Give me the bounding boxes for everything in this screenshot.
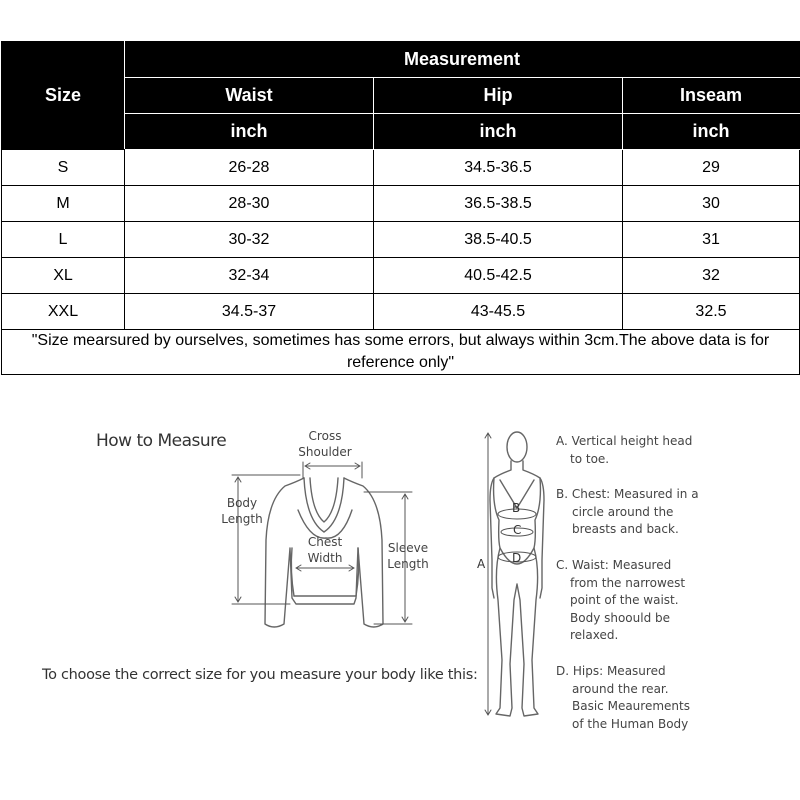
- hip-cell: 40.5-42.5: [374, 258, 623, 294]
- inseam-cell: 29: [623, 150, 800, 186]
- sleeve-length-label: [384, 540, 432, 572]
- description-c: [556, 557, 685, 645]
- body-length-label: [218, 495, 266, 527]
- description-b: [556, 486, 699, 539]
- disclaimer-note: "Size mearsured by ourselves, sometimes has some errors, but always within 3cm.The above data is for reference only": [2, 330, 800, 375]
- description-c-line: from the narrowest: [570, 575, 686, 590]
- waist-cell: 30-32: [125, 222, 374, 258]
- hip-unit: inch: [374, 114, 623, 150]
- waist-unit: inch: [125, 114, 374, 150]
- marker-a: A: [477, 557, 486, 571]
- inseam-cell: 32: [623, 258, 800, 294]
- hip-cell: 36.5-38.5: [374, 186, 623, 222]
- size-cell: M: [2, 186, 125, 222]
- size-cell: XXL: [2, 294, 125, 330]
- marker-c: C: [513, 523, 522, 537]
- description-a: [556, 433, 692, 468]
- inseam-header: Inseam: [623, 78, 800, 114]
- description-b-line: circle around the: [572, 504, 674, 519]
- hip-cell: 43-45.5: [374, 294, 623, 330]
- body-figure: [490, 432, 544, 716]
- cross-shoulder-line-1: Cross: [308, 429, 342, 443]
- description-c-line: C. Waist: Measured: [556, 558, 672, 572]
- description-d: [556, 663, 690, 733]
- description-a-line: to toe.: [570, 451, 610, 466]
- inseam-cell: 32.5: [623, 294, 800, 330]
- marker-d: D: [512, 551, 522, 565]
- size-header: Size: [2, 42, 125, 150]
- description-d-line: around the rear.: [572, 681, 669, 696]
- inseam-cell: 31: [623, 222, 800, 258]
- description-a-line: A. Vertical height head: [556, 434, 693, 448]
- size-cell: L: [2, 222, 125, 258]
- waist-cell: 26-28: [125, 150, 374, 186]
- inseam-unit: inch: [623, 114, 800, 150]
- body-length-line-1: Body: [226, 496, 258, 510]
- chest-width-label: [298, 534, 352, 566]
- size-cell: S: [2, 150, 125, 186]
- description-c-line: Body shoould be: [570, 610, 671, 625]
- waist-cell: 34.5-37: [125, 294, 374, 330]
- description-c-line: relaxed.: [570, 628, 619, 642]
- hip-header: Hip: [374, 78, 623, 114]
- description-d-line: of the Human Body: [572, 716, 689, 731]
- sleeve-length-line-2: Length: [387, 557, 429, 571]
- hip-cell: 38.5-40.5: [374, 222, 623, 258]
- marker-b: B: [512, 501, 521, 515]
- chest-width-line-2: Width: [307, 551, 343, 565]
- description-b-line: breasts and back.: [572, 522, 679, 536]
- hip-cell: 34.5-36.5: [374, 150, 623, 186]
- chest-width-line-1: Chest: [307, 535, 343, 549]
- cross-shoulder-label: [290, 428, 360, 460]
- description-b-line: B. Chest: Measured in a: [556, 487, 699, 501]
- waist-header: Waist: [125, 78, 374, 114]
- measurement-header: Measurement: [125, 42, 800, 78]
- sleeve-length-line-1: Sleeve: [387, 541, 429, 555]
- inseam-cell: 30: [623, 186, 800, 222]
- size-cell: XL: [2, 258, 125, 294]
- body-length-line-2: Length: [221, 512, 263, 526]
- waist-cell: 28-30: [125, 186, 374, 222]
- description-c-line: point of the waist.: [570, 593, 679, 607]
- waist-cell: 32-34: [125, 258, 374, 294]
- how-to-measure-title: How to Measure: [96, 431, 227, 451]
- description-d-line: Basic Meaurements: [572, 699, 690, 713]
- cross-shoulder-line-2: Shoulder: [298, 445, 352, 459]
- instruction-text: To choose the correct size for you measure your body like this:: [42, 667, 478, 683]
- description-d-line: D. Hips: Measured: [556, 664, 666, 678]
